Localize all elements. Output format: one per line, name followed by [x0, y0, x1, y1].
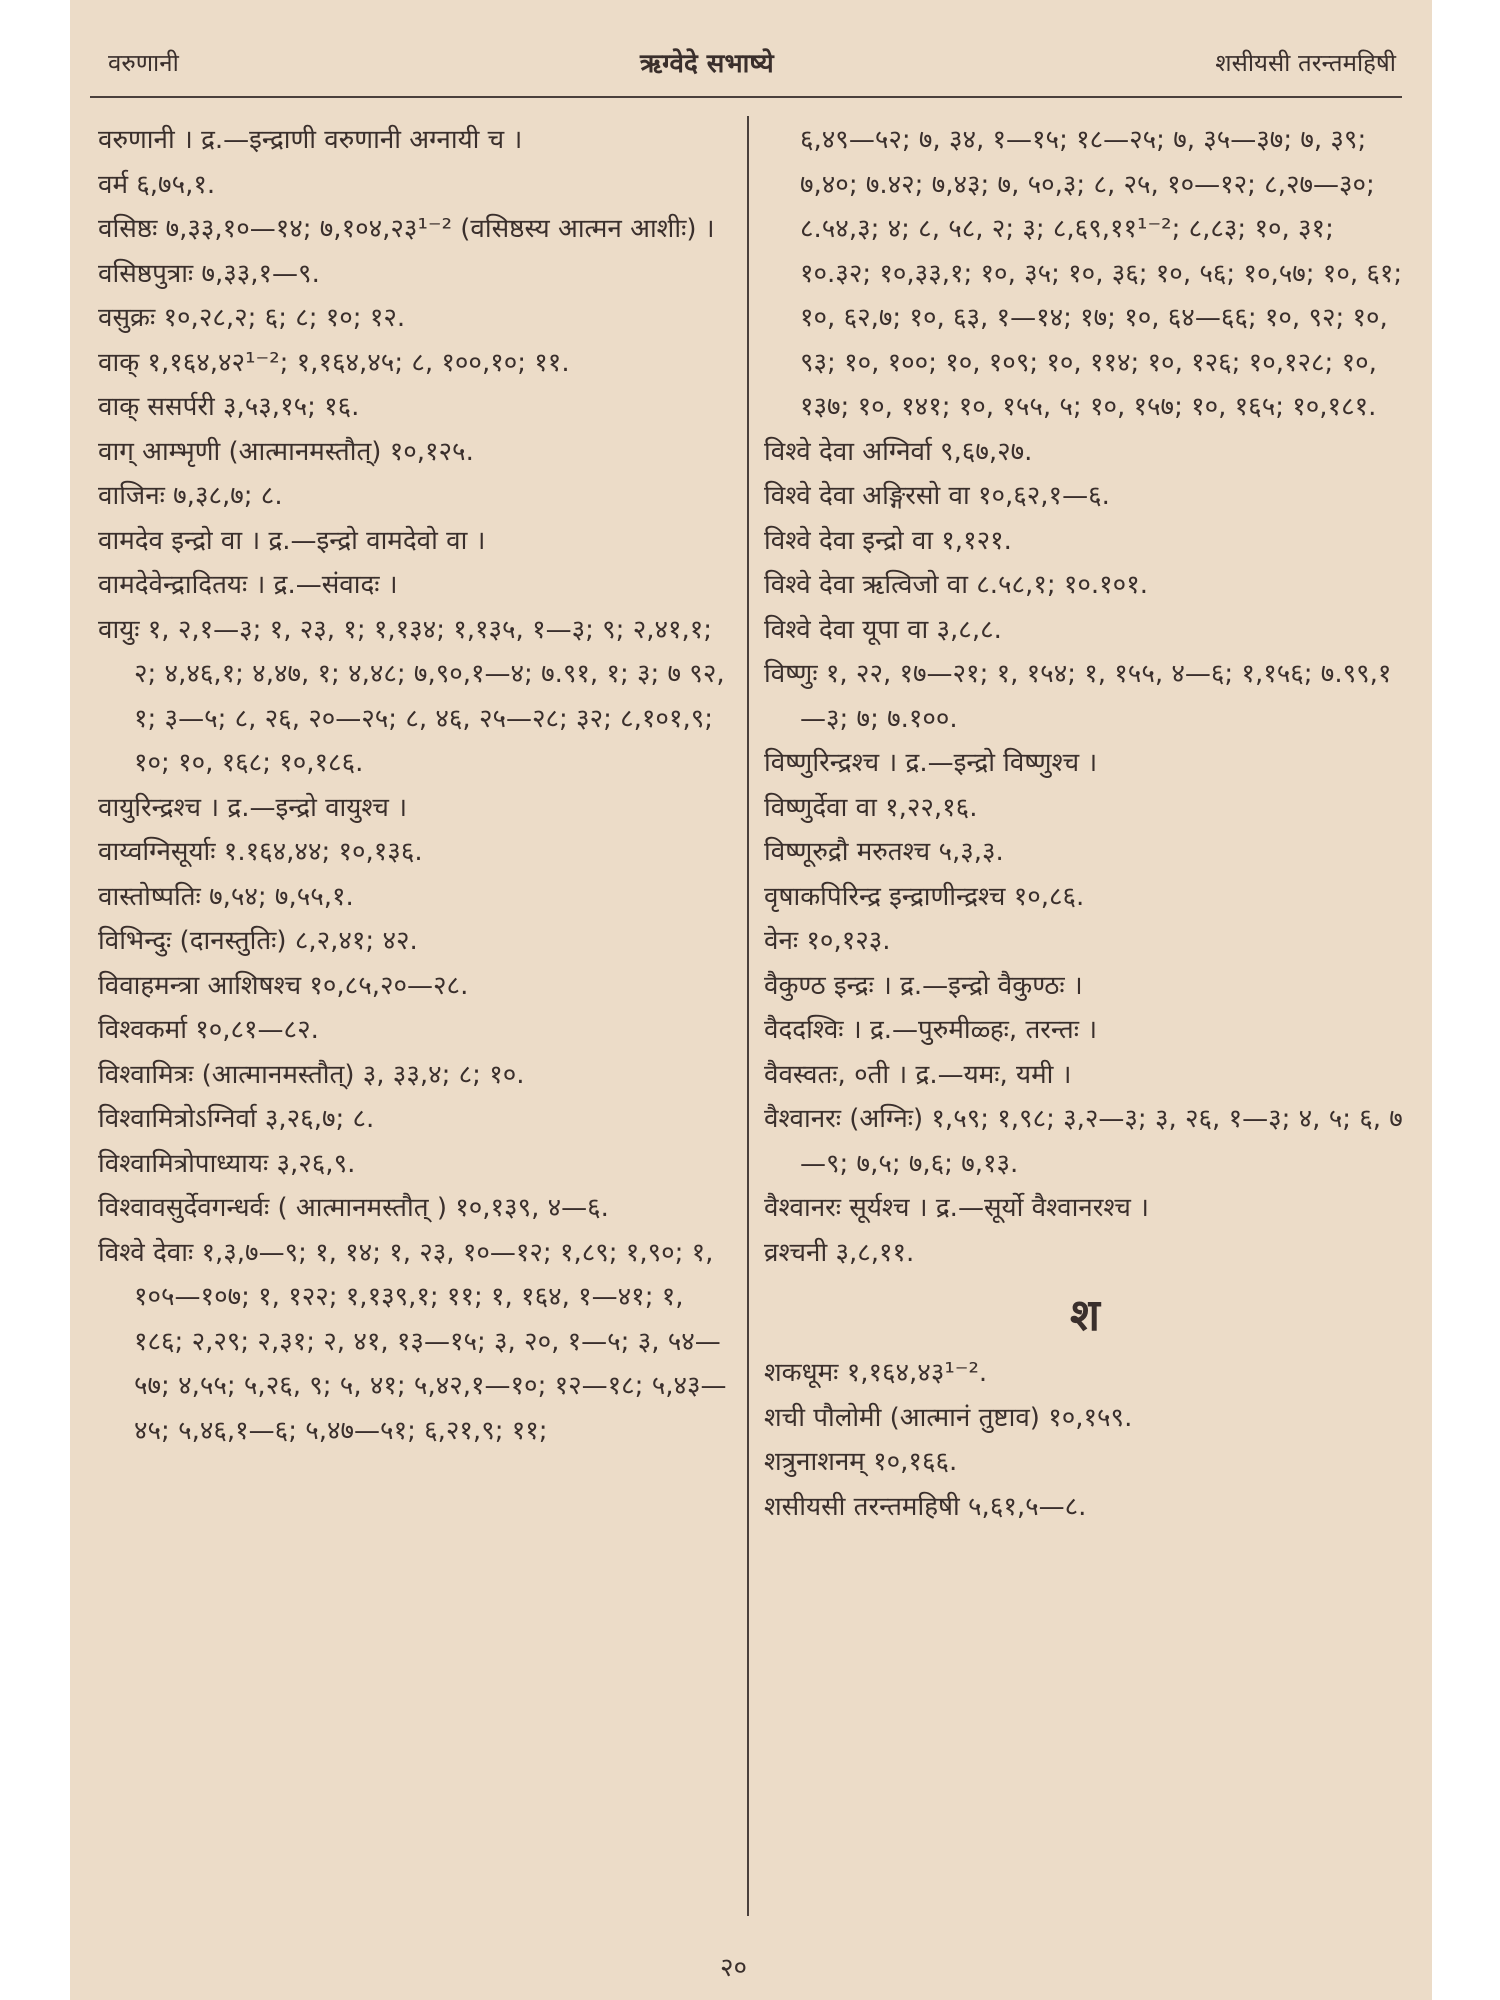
index-entry: विष्णुः १, २२, १७—२१; १, १५४; १, १५५, ४—६; १,१५६; ७.९९,१—३; ७; ७.१००. — [764, 659, 1392, 734]
index-entry: वाक् ससर्परी ३,५३,१५; १६. — [98, 392, 360, 422]
index-entry: शची पौलोमी (आत्मानं तुष्टाव) १०,१५९. — [764, 1402, 1133, 1433]
index-entry: वायुः १, २,१—३; १, २३, १; १,१३४; १,१३५, १—३; ९; २,४१,१; २; ४,४६,१; ४,४७, १; ४,४८; ७,९०,१—४; ७.९१, १; ३; ७ ९२, १; ३—५; ८, २६, २०—२५; ८, ४६, २५—२८; ३२; ८,१०१,९; १०; १०, १६८; १०,१८६. — [98, 614, 725, 778]
index-entry: विष्णुरिन्द्रश्च । द्र.—इन्द्रो विष्णुश्च । — [764, 748, 1098, 778]
page-margin — [0, 0, 70, 2000]
index-entry: विवाहमन्त्रा आशिषश्च १०,८५,२०—२८. — [98, 970, 469, 1001]
index-entry: विश्वामित्रोऽग्निर्वा ३,२६,७; ८. — [98, 1104, 375, 1134]
index-entry: शत्रुनाशनम् १०,१६६. — [764, 1447, 958, 1477]
column-divider — [747, 116, 749, 1916]
index-entry: शसीयसी तरन्तमहिषी ५,६१,५—८. — [764, 1491, 1087, 1522]
index-entry: वाय्वग्निसूर्याः १.१६४,४४; १०,१३६. — [98, 837, 423, 867]
index-entry: वैवस्वतः, ०ती । द्र.—यमः, यमी । — [764, 1059, 1072, 1090]
index-entry: वामदेव इन्द्रो वा । द्र.—इन्द्रो वामदेवो वा । — [98, 525, 486, 556]
index-entry: वृषाकपिरिन्द्र इन्द्राणीन्द्रश्च १०,८६. — [764, 881, 1085, 912]
index-entry: विश्वे देवाः १,३,७—९; १, १४; १, २३, १०—१२; १,८९; १,९०; १, १०५—१०७; १, १२२; १,१३९,१; ११; १, १६४, १—४१; १, १८६; २,२९; २,३१; २, ४१, १३—१५; ३, २०, १—५; ३, ५४—५७; ४,५५; ५,२६, ९; ५, ४१; ५,४२,१—१०; १२—१८; ५,४३—४५; ५,४६,१—६; ५,४७—५१; ६,२१,९; ११; — [98, 1237, 727, 1446]
index-entry: ६,४९—५२; ७, ३४, १—१५; १८—२५; ७, ३५—३७; ७, ३९; ७,४०; ७.४२; ७,४३; ७, ५०,३; ८, २५, १०—१२; ८,२७—३०; ८.५४,३; ४; ८, ५८, २; ३; ८,६९,११¹⁻²; ८,८३; १०, ३१; १०.३२; १०,३३,१; १०, ३५; १०, ३६; १०, ५६; १०,५७; १०, ६१; १०, ६२,७; १०, ६३, १—१४; १७; १०, ६४—६६; १०, ९२; १०, ९३; १०, १००; १०, १०९; १०, ११४; १०, १२६; १०,१२८; १०, १३७; १०, १४१; १०, १५५, ५; १०, १५७; १०, १६५; १०,१८१. — [800, 125, 1403, 422]
index-entry: विश्वामित्रोपाध्यायः ३,२६,९. — [98, 1148, 356, 1179]
index-entry: व्रश्चनी ३,८,११. — [764, 1237, 915, 1268]
running-header — [70, 38, 1432, 98]
header-left-word: वरुणानी — [108, 49, 179, 77]
index-entry: विश्वकर्मा १०,८१—८२. — [98, 1015, 319, 1045]
right-column — [764, 118, 1406, 1529]
index-entry: विभिन्दुः (दानस्तुतिः) ८,२,४१; ४२. — [98, 926, 418, 956]
index-entry: विश्वे देवा ऋत्विजो वा ८.५८,१; १०.१०१. — [764, 570, 1148, 600]
index-entry: वास्तोष्पतिः ७,५४; ७,५५,१. — [98, 881, 354, 912]
index-entry: वैददश्विः । द्र.—पुरुमीळ्हः, तरन्तः । — [764, 1015, 1098, 1045]
index-entry: शकधूमः १,१६४,४३¹⁻². — [764, 1358, 988, 1388]
left-column — [98, 118, 728, 1453]
index-entry: वाग् आम्भृणी (आत्मानमस्तौत्) १०,१२५. — [98, 436, 474, 467]
index-entry: वसिष्ठः ७,३३,१०—१४; ७,१०४,२३¹⁻² (वसिष्ठस्य आत्मन आशीः) । — [98, 214, 715, 244]
index-entry: विश्वे देवा यूपा वा ३,८,८. — [764, 614, 1002, 645]
index-entry: विष्णूरुद्रौ मरुतश्च ५,३,३. — [764, 837, 1004, 867]
page-number: २० — [720, 1953, 748, 1983]
index-entry: विश्वामित्रः (आत्मानमस्तौत्) ३, ३३,४; ८; १०. — [98, 1059, 525, 1090]
index-entry: वर्म ६,७५,१. — [98, 169, 216, 200]
index-entry: विश्वावसुर्देवगन्धर्वः ( आत्मानमस्तौत् ) १०,१३९, ४—६. — [98, 1193, 609, 1223]
book-page — [70, 0, 1432, 2000]
header-right-word: शसीयसी तरन्तमहिषी — [1215, 49, 1396, 77]
index-entry: विष्णुर्देवा वा १,२२,१६. — [764, 792, 978, 823]
index-entry: वेनः १०,१२३. — [764, 926, 891, 956]
index-entry: विश्वे देवा इन्द्रो वा १,१२१. — [764, 525, 1012, 556]
section-letter-heading: श — [1070, 1290, 1100, 1341]
index-entry: वरुणानी । द्र.—इन्द्राणी वरुणानी अग्नायी च । — [98, 125, 523, 155]
index-entry: वैश्वानरः सूर्यश्च । द्र.—सूर्यो वैश्वानरश्च । — [764, 1193, 1150, 1223]
header-rule — [90, 96, 1402, 98]
index-entry: वैश्वानरः (अग्निः) १,५९; १,९८; ३,२—३; ३, २६, १—३; ४, ५; ६, ७—९; ७,५; ७,६; ७,१३. — [764, 1104, 1403, 1179]
index-entry: वसिष्ठपुत्राः ७,३३,१—९. — [98, 258, 320, 289]
index-entry: वायुरिन्द्रश्च । द्र.—इन्द्रो वायुश्च । — [98, 792, 408, 823]
index-entry: वसुक्रः १०,२८,२; ६; ८; १०; १२. — [98, 303, 406, 333]
index-entry: विश्वे देवा अङ्गिरसो वा १०,६२,१—६. — [764, 481, 1110, 511]
index-entry: वामदेवेन्द्रादितयः । द्र.—संवादः । — [98, 570, 398, 600]
index-entry: वाक् १,१६४,४२¹⁻²; १,१६४,४५; ८, १००,१०; ११. — [98, 347, 570, 378]
index-entry: वैकुण्ठ इन्द्रः । द्र.—इन्द्रो वैकुण्ठः । — [764, 970, 1083, 1001]
header-title: ऋग्वेदे सभाष्ये — [640, 49, 774, 79]
index-entry: विश्वे देवा अग्निर्वा ९,६७,२७. — [764, 436, 1033, 467]
index-entry: वाजिनः ७,३८,७; ८. — [98, 481, 283, 511]
